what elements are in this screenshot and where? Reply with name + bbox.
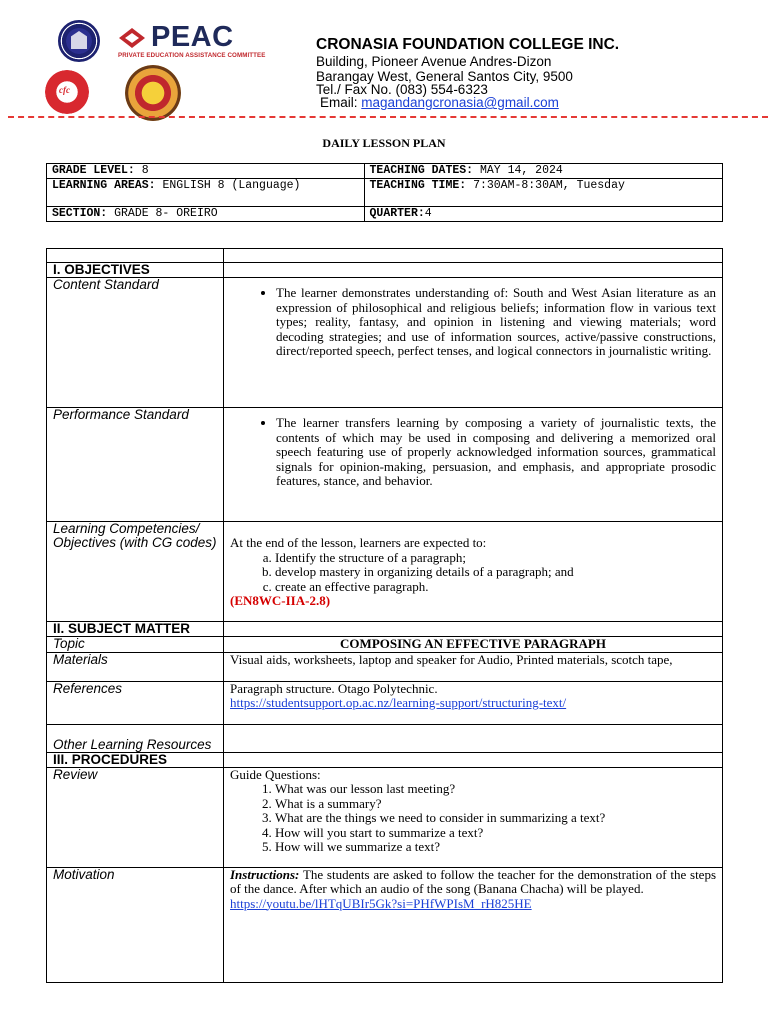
content-standard-text: • The learner demonstrates understanding of: South and West Asian literature as an expression of philosophical and religious beliefs; information flow in various text types; reality, fantasy, and opinion in listening and viewing materials; word decoding strategies; and use of information sources, active/passive constructions, direct/reported speech, perfect tenses, and logical connectors in journalistic writing. xyxy=(276,286,716,359)
review-question: 4. How will you start to summarize a text? xyxy=(275,826,716,841)
content-standard-label: Content Standard xyxy=(47,278,224,408)
telfax: Tel./ Fax No. (083) 554-6323 xyxy=(316,82,488,97)
lesson-plan-table xyxy=(46,248,723,983)
address-line-2: Barangay West, General Santos City, 9500 xyxy=(316,69,573,84)
subject-matter-heading: II. SUBJECT MATTER xyxy=(47,622,224,637)
topic-text: COMPOSING AN EFFECTIVE PARAGRAPH xyxy=(224,637,723,653)
email-line xyxy=(320,95,559,110)
cfc-seal-logo xyxy=(45,70,89,114)
address-line-1: Building, Pioneer Avenue Andres-Dizon xyxy=(316,54,552,69)
review-question: 5. How will we summarize a text? xyxy=(275,840,716,855)
college-seal-logo xyxy=(125,65,181,121)
performance-standard-text: • The learner transfers learning by composing a variety of journalistic texts, the contents of which may be used in composing and delivering a memorized oral speech featuring use of properly acknowledged information sources, grammatical signals for opinion-making, persuasion, and emphasis, and appropriate prosodic features, stance, and behavior. xyxy=(276,416,716,489)
email-link[interactable]: magandangcronasia@gmail.com xyxy=(361,95,559,110)
other-resources-label: Other Learning Resources xyxy=(47,724,224,752)
learning-areas-cell: LEARNING AREAS: ENGLISH 8 (Language) xyxy=(47,179,365,207)
motivation-link[interactable]: https://youtu.be/lHTqUBIr5Gk?si=PHfWPIsM_rH825HE xyxy=(230,895,532,911)
review-intro: Guide Questions: xyxy=(230,766,321,782)
review-questions-list xyxy=(230,782,716,855)
school-name: CRONASIA FOUNDATION COLLEGE INC. xyxy=(316,36,620,53)
quarter-cell: QUARTER:4 xyxy=(364,207,722,222)
competencies-intro: At the end of the lesson, learners are expected to: xyxy=(230,535,487,550)
competency-item: c. create an effective paragraph. xyxy=(275,580,716,595)
lesson-info-table xyxy=(46,163,723,222)
competency-item: b. develop mastery in organizing details of a paragraph; and xyxy=(275,565,716,580)
competencies-label: Learning Competencies/ Objectives (with CG codes) xyxy=(47,522,224,622)
materials-label: Materials xyxy=(47,652,224,681)
document-title: DAILY LESSON PLAN xyxy=(322,136,446,150)
references-label: References xyxy=(47,681,224,724)
teaching-time-cell: TEACHING TIME: 7:30AM-8:30AM, Tuesday xyxy=(364,179,722,207)
motivation-label: Motivation xyxy=(47,867,224,982)
review-label: Review xyxy=(47,767,224,867)
procedures-heading: III. PROCEDURES xyxy=(47,752,224,767)
review-question: 2. What is a summary? xyxy=(275,797,716,812)
grade-level-cell: GRADE LEVEL: 8 xyxy=(47,164,365,179)
section-cell: SECTION: GRADE 8- OREIRO xyxy=(47,207,365,222)
competency-item: a. Identify the structure of a paragraph; xyxy=(275,551,716,566)
deped-seal-logo xyxy=(58,20,100,62)
materials-text: Visual aids, worksheets, laptop and speaker for Audio, Printed materials, scotch tape, xyxy=(224,652,723,681)
header-divider xyxy=(8,116,768,118)
email-label: Email: xyxy=(320,95,362,110)
cfc-logo-text: cfc xyxy=(59,85,70,95)
motivation-text: Instructions: The students are asked to follow the teacher for the demonstration of the steps of the dance. After which an audio of the song (Banana Chacha) will be played. xyxy=(230,866,717,896)
peac-subtitle: PRIVATE EDUCATION ASSISTANCE COMMITTEE xyxy=(118,52,266,59)
topic-label: Topic xyxy=(47,637,224,653)
competencies-list xyxy=(230,551,716,595)
references-text: Paragraph structure. Otago Polytechnic. xyxy=(230,680,438,696)
performance-standard-label: Performance Standard xyxy=(47,408,224,522)
teaching-dates-cell: TEACHING DATES: MAY 14, 2024 xyxy=(364,164,722,179)
objectives-heading: I. OBJECTIVES xyxy=(47,263,224,278)
references-link[interactable]: https://studentsupport.op.ac.nz/learning-support/structuring-text/ xyxy=(230,695,567,710)
cg-code: (EN8WC-IIA-2.8) xyxy=(230,593,331,608)
peac-diamond-icon xyxy=(118,27,146,49)
review-question: 3. What are the things we need to consider in summarizing a text? xyxy=(275,811,716,826)
peac-logo-text: PEAC xyxy=(151,21,234,53)
review-question: 1. What was our lesson last meeting? xyxy=(275,782,716,797)
motivation-instructions-label: Instructions: xyxy=(230,866,300,882)
